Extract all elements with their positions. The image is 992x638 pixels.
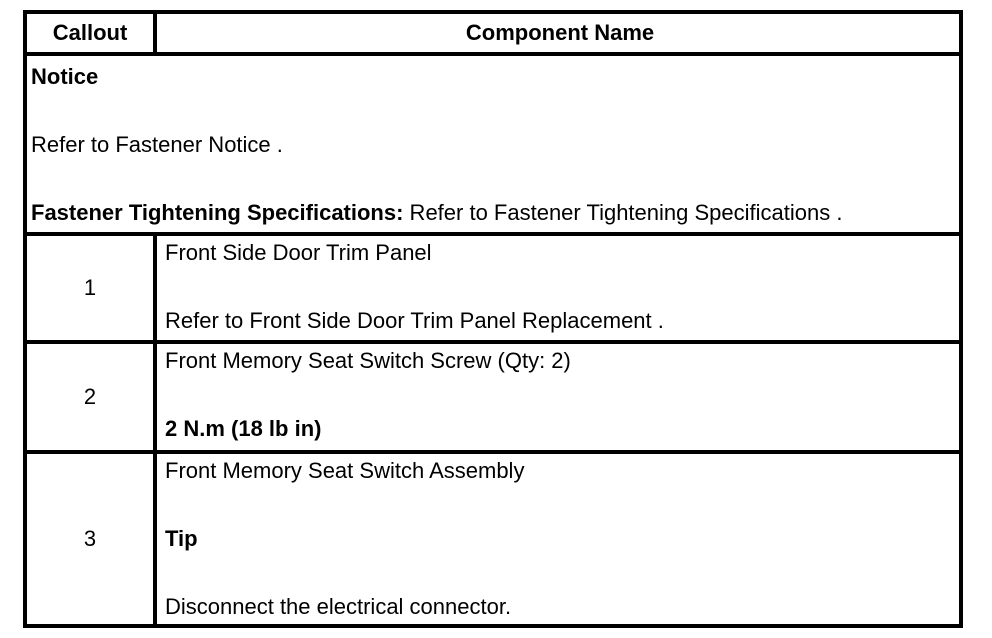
notice-text: Refer to Fastener Notice . [31,132,283,157]
tip-label: Tip [165,526,198,551]
callout-number: 2 [27,344,157,450]
component-name: Front Side Door Trim Panel [165,240,432,265]
component-detail: Refer to Front Side Door Trim Panel Replacement . [165,308,664,333]
notice-row [27,56,959,236]
component-name-header: Component Name [465,20,655,45]
notice-title: Notice [31,64,99,89]
component-table [23,10,963,628]
component-name: Front Memory Seat Switch Screw (Qty: 2) [165,348,571,373]
table-row [27,236,959,344]
callout-number: 1 [27,236,157,340]
table-row [27,454,959,624]
fastener-spec-text: Refer to Fastener Tightening Specifications . [403,200,843,225]
callout-number: 3 [27,454,157,624]
component-cell [161,344,959,450]
fastener-spec-line [31,200,842,226]
torque-spec: 2 N.m (18 lb in) [165,416,322,441]
table-header [27,14,959,56]
fastener-spec-label: Fastener Tightening Specifications: [31,200,404,225]
component-cell [161,236,959,340]
table-row [27,344,959,454]
component-detail: Disconnect the electrical connector. [165,594,512,619]
callout-header: Callout [27,14,157,52]
component-cell [161,454,959,624]
component-name: Front Memory Seat Switch Assembly [165,458,525,483]
